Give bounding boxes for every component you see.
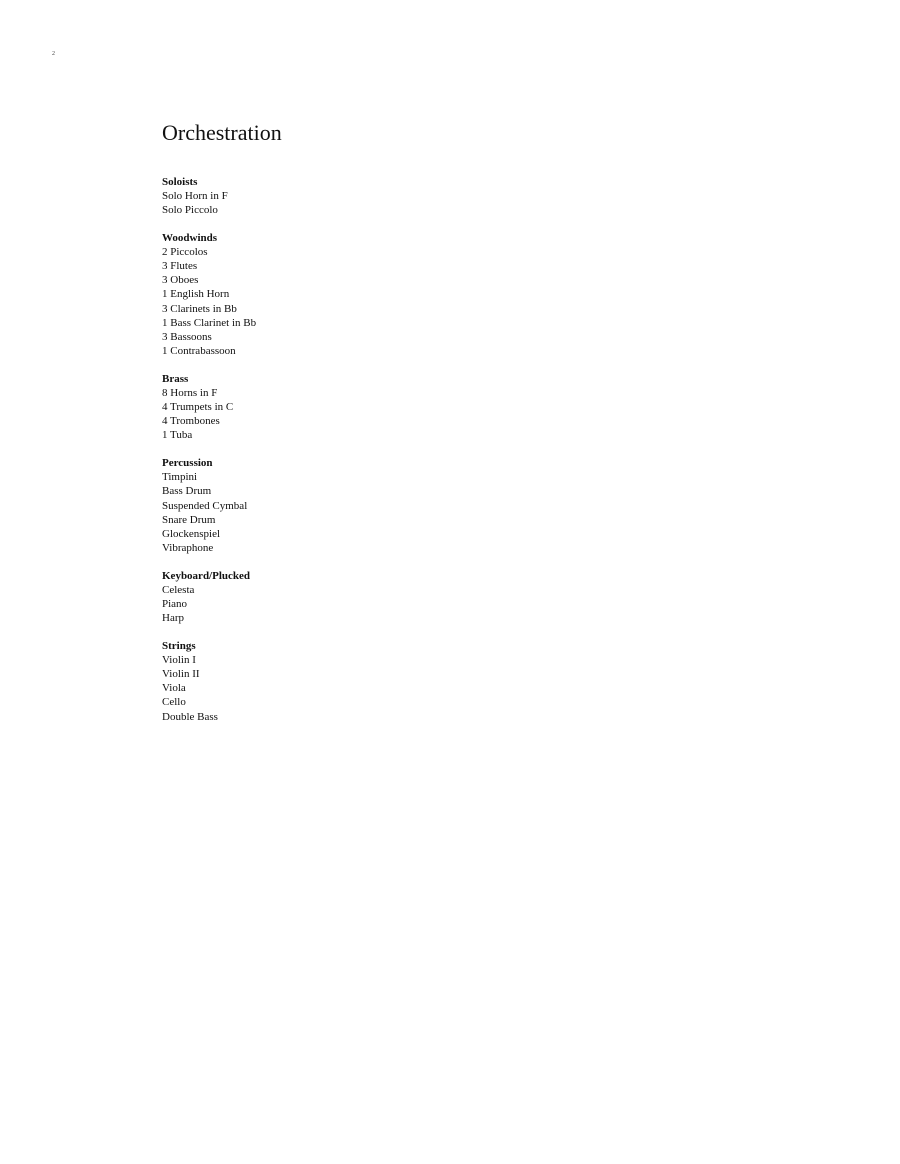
instrument-list — [162, 653, 762, 723]
orchestration-content — [162, 120, 762, 738]
section-woodwinds — [162, 231, 762, 358]
instrument-item: Glockenspiel — [162, 527, 221, 540]
instrument-item: Suspended Cymbal — [162, 499, 248, 512]
page-title: Orchestration — [162, 120, 282, 145]
instrument-list — [162, 386, 762, 442]
instrument-item: Viola — [162, 682, 186, 695]
page-number: 2 — [52, 51, 55, 57]
instrument-item: 4 Trumpets in C — [162, 401, 234, 414]
section-heading: Percussion — [162, 457, 213, 470]
instrument-item: 1 Tuba — [162, 429, 193, 442]
section-heading: Brass — [162, 372, 189, 385]
section-brass — [162, 372, 762, 442]
instrument-item: Celesta — [162, 583, 195, 596]
instrument-item: 8 Horns in F — [162, 386, 218, 399]
instrument-list — [162, 189, 762, 217]
instrument-list — [162, 470, 762, 555]
section-heading: Keyboard/Plucked — [162, 569, 251, 582]
instrument-item: Solo Horn in F — [162, 190, 228, 202]
instrument-item: 1 English Horn — [162, 288, 230, 301]
instrument-item: Double Bass — [162, 710, 218, 723]
section-heading: Strings — [162, 640, 196, 653]
instrument-list — [162, 583, 762, 625]
instrument-item: Solo Piccolo — [162, 204, 218, 217]
instrument-item: Vibraphone — [162, 541, 214, 554]
instrument-item: 1 Contrabassoon — [162, 344, 236, 357]
instrument-item: 3 Oboes — [162, 274, 199, 287]
instrument-item: Violin II — [162, 668, 200, 681]
instrument-item: 4 Trombones — [162, 415, 220, 428]
section-keyboard-plucked — [162, 569, 762, 625]
instrument-item: Piano — [162, 597, 188, 610]
instrument-item: 2 Piccolos — [162, 246, 208, 259]
instrument-item: Cello — [162, 696, 186, 709]
instrument-item: 3 Flutes — [162, 260, 198, 273]
section-percussion — [162, 456, 762, 555]
instrument-list — [162, 245, 762, 358]
section-heading: Woodwinds — [162, 232, 218, 245]
instrument-item: 1 Bass Clarinet in Bb — [162, 316, 257, 329]
instrument-item: Violin I — [162, 654, 196, 667]
section-heading: Soloists — [162, 176, 198, 188]
instrument-item: Harp — [162, 612, 184, 625]
instrument-item: Snare Drum — [162, 513, 216, 526]
section-soloists — [162, 175, 762, 217]
instrument-item: Timpini — [162, 471, 198, 484]
section-list — [162, 175, 762, 724]
section-strings — [162, 639, 762, 723]
instrument-item: 3 Clarinets in Bb — [162, 302, 237, 315]
instrument-item: Bass Drum — [162, 485, 212, 498]
instrument-item: 3 Bassoons — [162, 330, 212, 343]
